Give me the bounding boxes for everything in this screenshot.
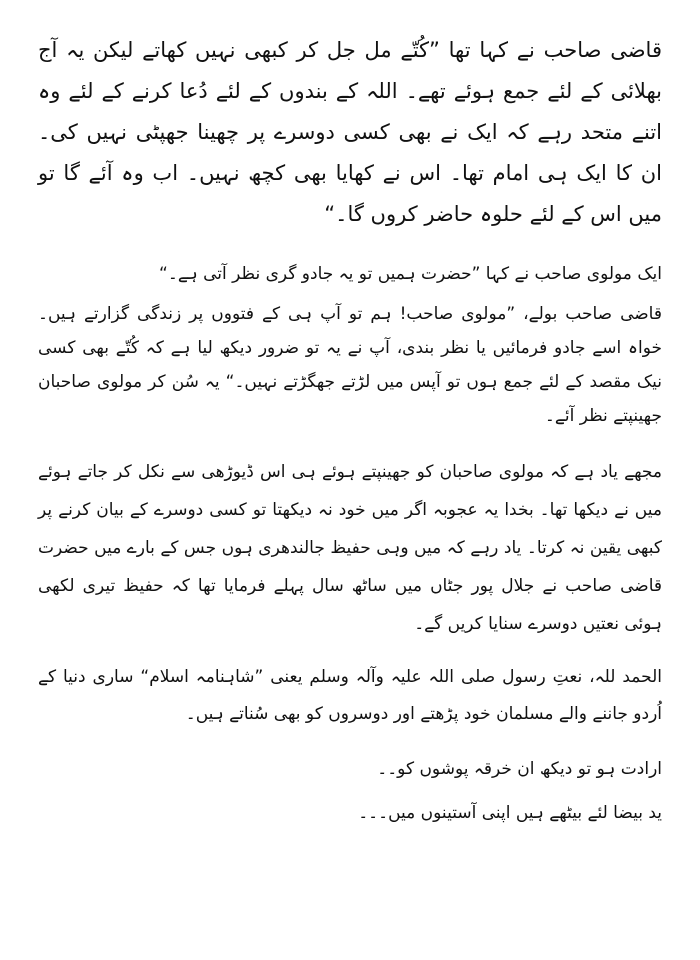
paragraph-alhamdulillah: الحمد للہ، نعتِ رسول صلی اللہ علیہ وآلہ وسلم یعنی ”شاہنامہ اسلام“ ساری دنیا کے اُردو جاننے والے مسلمان خود پڑھتے اور دوسروں کو بھی سُناتے ہیں۔ xyxy=(38,667,662,724)
verse-line-2: ید بیضا لئے بیٹھے ہیں اپنی آستینوں میں۔۔۔ xyxy=(358,803,662,823)
document-page xyxy=(38,30,662,829)
verse-line-1: ارادت ہو تو دیکھ ان خرقہ پوشوں کو۔۔ xyxy=(377,759,662,779)
paragraph-maulvi-remark: ایک مولوی صاحب نے کہا ”حضرت ہمیں تو یہ جادو گری نظر آتی ہے۔“ xyxy=(159,264,662,284)
paragraph-qazi-saying: قاضی صاحب نے کہا تھا ”کُتّے مل جل کر کبھی نہیں کھاتے لیکن یہ آج بھلائی کے لئے جمع ہوئے تھے۔ اللہ کے بندوں کے لئے دُعا کرنے کے لئے وہ اتنے متحد رہے کہ ایک نے بھی کسی دوسرے پر چھینا جھپٹی نہیں کی۔ ان کا ایک ہی امام تھا۔ اس نے کھایا بھی کچھ نہیں۔ اب وہ آئے گا تو میں اس کے لئے حلوہ حاضر کروں گا۔“ xyxy=(38,38,662,226)
paragraph-memory: مجھے یاد ہے کہ مولوی صاحبان کو جھینپتے ہوئے ہی اس ڈیوڑھی سے نکل کر جاتے ہوئے میں نے دیکھا تھا۔ بخدا یہ عجوبہ اگر میں خود نہ دیکھتا تو کسی دوسرے کے بیان کرنے پر کبھی یقین نہ کرتا۔ یاد رہے کہ میں وہی حفیظ جالندھری ہوں جس کے بارے میں حضرت قاضی صاحب نے جلال پور جٹاں میں ساٹھ سال پہلے فرمایا تھا کہ حفیظ تیری لکھی ہوئی نعتیں دوسرے سنایا کریں گے۔ xyxy=(38,462,662,634)
paragraph-qazi-reply: قاضی صاحب بولے، ”مولوی صاحب! ہم تو آپ ہی کے فتووں پر زندگی گزارتے ہیں۔ خواہ اسے جادو فرمائیں یا نظر بندی، آپ نے یہ تو ضرور دیکھ لیا ہے کہ کُتّے بھی کسی نیک مقصد کے لئے جمع ہوں تو آپس میں لڑتے جھگڑتے نہیں۔“ یہ سُن کر مولوی صاحبان جھینپتے نظر آئے۔ xyxy=(38,304,662,426)
